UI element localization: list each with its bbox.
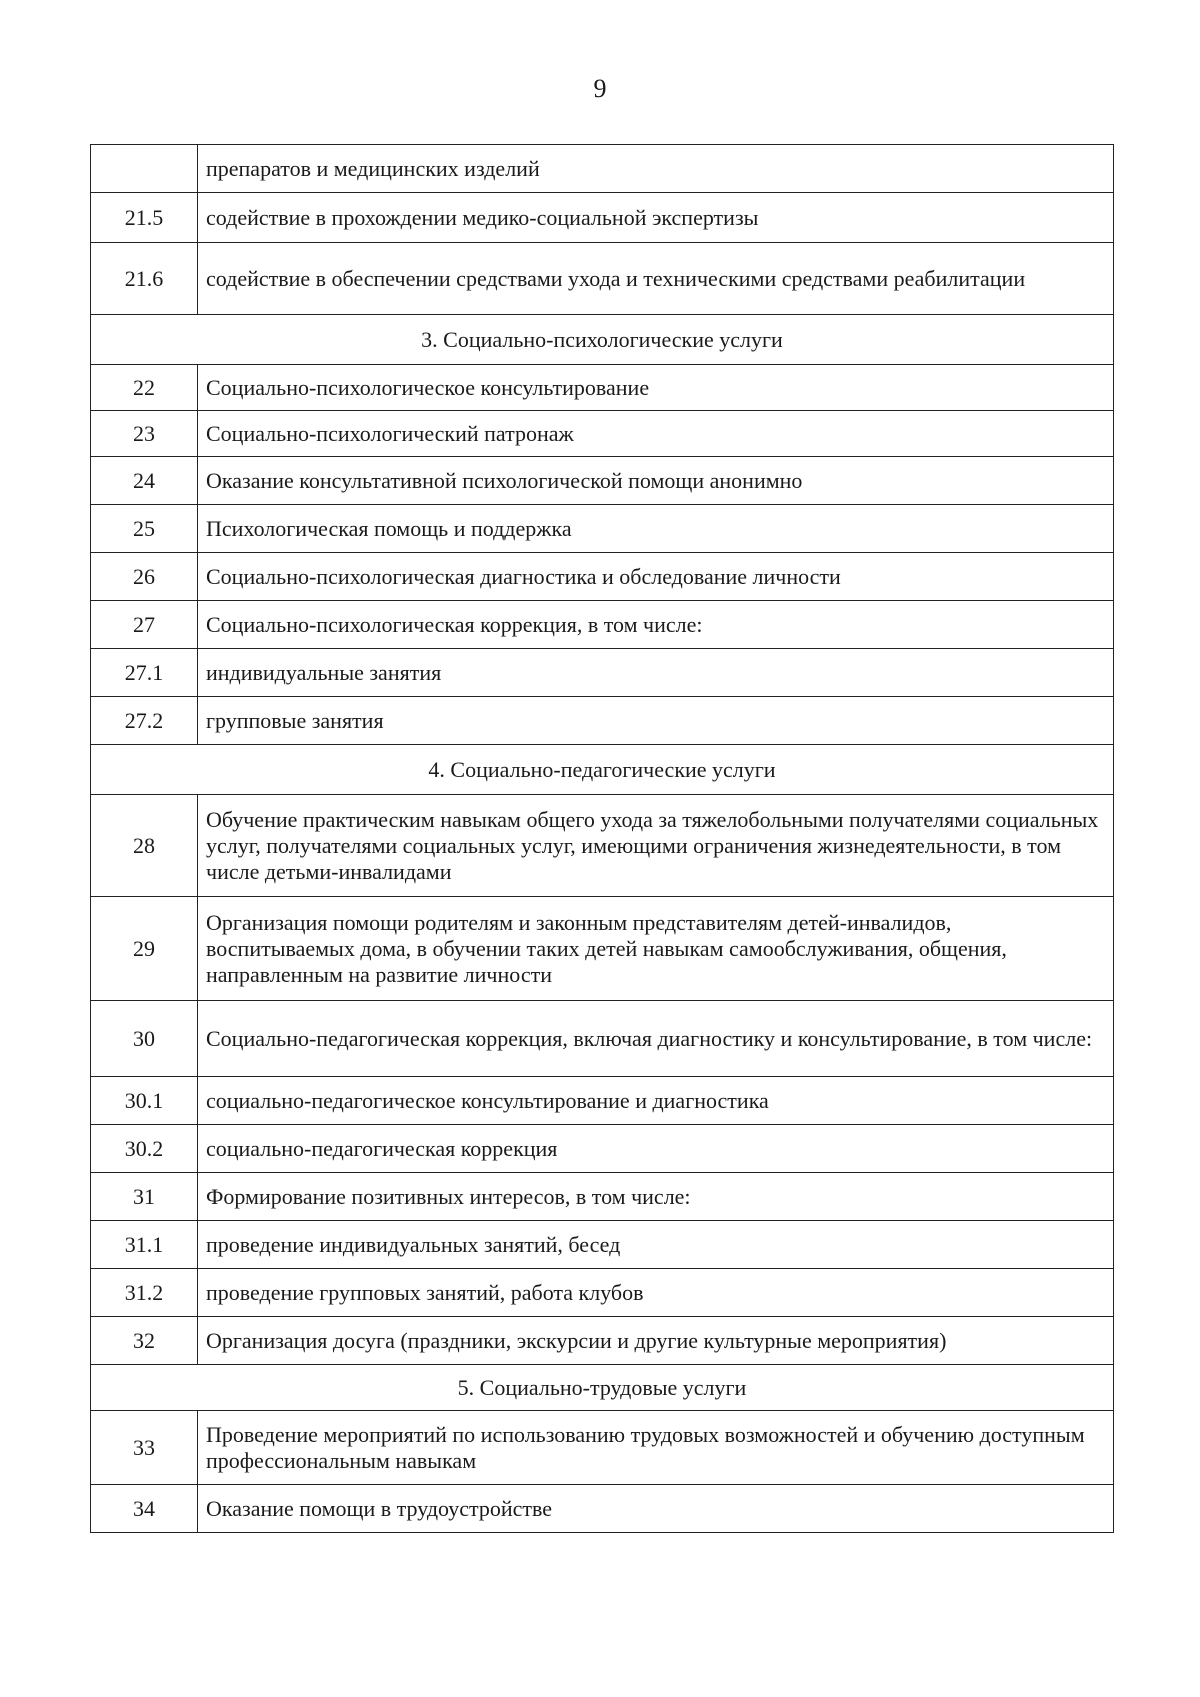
row-description: содействие в обеспечении средствами ухода и техническими средствами реабилитации <box>198 243 1114 315</box>
table-row <box>91 897 1114 1001</box>
table-row <box>91 1485 1114 1533</box>
row-number: 27.2 <box>91 697 198 745</box>
row-number: 22 <box>91 365 198 411</box>
row-description: социально-педагогическая коррекция <box>198 1125 1114 1173</box>
row-number: 31.2 <box>91 1269 198 1317</box>
table-row <box>91 795 1114 897</box>
section-header-row <box>91 315 1114 365</box>
table-row <box>91 1269 1114 1317</box>
row-description: Оказание консультативной психологической помощи анонимно <box>198 457 1114 505</box>
row-description: Социально-психологическое консультирование <box>198 365 1114 411</box>
row-description: Социально-психологическая коррекция, в том числе: <box>198 601 1114 649</box>
row-description: проведение индивидуальных занятий, бесед <box>198 1221 1114 1269</box>
row-number: 27.1 <box>91 649 198 697</box>
row-number: 30 <box>91 1001 198 1077</box>
row-description: Социально-психологическая диагностика и обследование личности <box>198 553 1114 601</box>
row-number: 30.1 <box>91 1077 198 1125</box>
row-description: групповые занятия <box>198 697 1114 745</box>
row-number: 25 <box>91 505 198 553</box>
row-description: Обучение практическим навыкам общего ухода за тяжелобольными получателями социальных услуг, получателями социальных услуг, имеющими ограничения жизнедеятельности, в том числе детьми-инвалидами <box>198 795 1114 897</box>
row-number: 29 <box>91 897 198 1001</box>
row-number: 31 <box>91 1173 198 1221</box>
row-description: индивидуальные занятия <box>198 649 1114 697</box>
table-row <box>91 1221 1114 1269</box>
table-row <box>91 1317 1114 1365</box>
row-number: 30.2 <box>91 1125 198 1173</box>
table-row <box>91 365 1114 411</box>
table-row <box>91 193 1114 243</box>
table-row <box>91 411 1114 457</box>
section-header-row <box>91 1365 1114 1411</box>
row-description: содействие в прохождении медико-социальной экспертизы <box>198 193 1114 243</box>
row-number <box>91 145 198 193</box>
section-title: 4. Социально-педагогические услуги <box>91 745 1114 795</box>
row-number: 28 <box>91 795 198 897</box>
row-number: 21.5 <box>91 193 198 243</box>
row-description: препаратов и медицинских изделий <box>198 145 1114 193</box>
section-header-row <box>91 745 1114 795</box>
table-row <box>91 553 1114 601</box>
row-number: 23 <box>91 411 198 457</box>
row-description: проведение групповых занятий, работа клубов <box>198 1269 1114 1317</box>
row-number: 24 <box>91 457 198 505</box>
table-row <box>91 457 1114 505</box>
table-row <box>91 1125 1114 1173</box>
table-row <box>91 697 1114 745</box>
row-description: Проведение мероприятий по использованию трудовых возможностей и обучению доступным профессиональным навыкам <box>198 1411 1114 1485</box>
row-number: 26 <box>91 553 198 601</box>
row-number: 21.6 <box>91 243 198 315</box>
table-row <box>91 1077 1114 1125</box>
row-description: Организация помощи родителям и законным представителям детей-инвалидов, воспитываемых дома, в обучении таких детей навыкам самообслуживания, общения, направленным на развитие личности <box>198 897 1114 1001</box>
row-number: 34 <box>91 1485 198 1533</box>
table-row <box>91 145 1114 193</box>
services-table <box>90 144 1114 1533</box>
section-title: 5. Социально-трудовые услуги <box>91 1365 1114 1411</box>
table-row <box>91 1411 1114 1485</box>
table-row <box>91 601 1114 649</box>
row-number: 32 <box>91 1317 198 1365</box>
table-row <box>91 1001 1114 1077</box>
row-description: Социально-педагогическая коррекция, включая диагностику и консультирование, в том числе: <box>198 1001 1114 1077</box>
table-row <box>91 243 1114 315</box>
table-row <box>91 649 1114 697</box>
row-number: 33 <box>91 1411 198 1485</box>
row-description: социально-педагогическое консультирование и диагностика <box>198 1077 1114 1125</box>
table-row <box>91 1173 1114 1221</box>
row-number: 27 <box>91 601 198 649</box>
row-description: Формирование позитивных интересов, в том числе: <box>198 1173 1114 1221</box>
section-title: 3. Социально-психологические услуги <box>91 315 1114 365</box>
row-description: Психологическая помощь и поддержка <box>198 505 1114 553</box>
row-description: Оказание помощи в трудоустройстве <box>198 1485 1114 1533</box>
page-number: 9 <box>593 74 607 103</box>
row-description: Организация досуга (праздники, экскурсии и другие культурные мероприятия) <box>198 1317 1114 1365</box>
row-description: Социально-психологический патронаж <box>198 411 1114 457</box>
table-row <box>91 505 1114 553</box>
row-number: 31.1 <box>91 1221 198 1269</box>
